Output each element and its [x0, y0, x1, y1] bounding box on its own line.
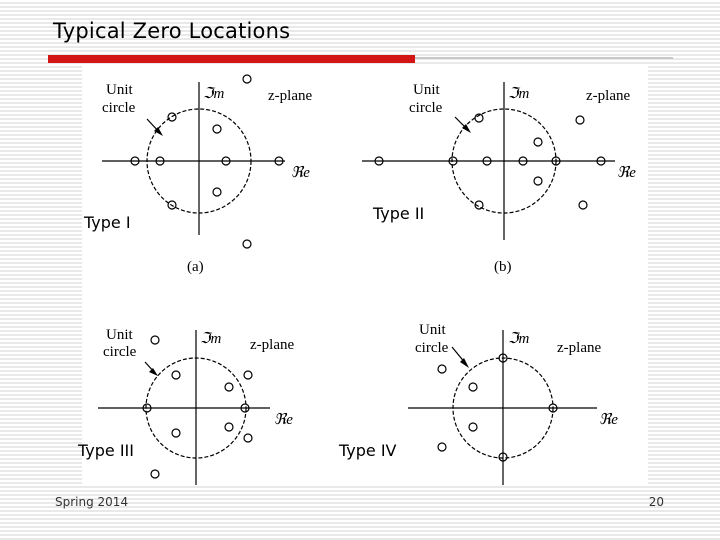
slide-title: Typical Zero Locations [53, 19, 291, 43]
panel-b-circle-label: circle [409, 100, 443, 116]
type-ii-label: Type II [373, 204, 425, 223]
title-accent-bar [48, 55, 415, 63]
title-divider [415, 57, 673, 59]
panel-b-im-label: ℑm [508, 86, 530, 102]
panel-a-circle-label: circle [102, 100, 136, 116]
panel-a-caption: (a) [187, 259, 204, 275]
panel-c-circle-label: circle [103, 344, 137, 360]
type-iii-label: Type III [78, 441, 134, 460]
panel-a-zplane-label: z-plane [268, 88, 313, 104]
panel-c-unit-label: Unit [106, 327, 133, 343]
panel-d-unit-label: Unit [419, 322, 446, 338]
panel-d-zplane-label: z-plane [557, 340, 602, 356]
zero-location-diagram [82, 66, 648, 486]
panel-a-re-label: ℜe [291, 165, 310, 181]
panel-b-unit-label: Unit [413, 82, 440, 98]
panel-b-re-label: ℜe [617, 165, 636, 181]
panel-c-im-label: ℑm [200, 331, 222, 347]
footer-date: Spring 2014 [55, 495, 129, 509]
panel-d-im-label: ℑm [508, 331, 530, 347]
panel-a-unit-label: Unit [106, 82, 133, 98]
type-i-label: Type I [84, 213, 131, 232]
page-number: 20 [648, 495, 664, 509]
panel-d-circle-label: circle [415, 340, 449, 356]
panel-c-re-label: ℜe [274, 412, 293, 428]
panel-b-caption: (b) [494, 259, 512, 275]
panel-d-re-label: ℜe [599, 412, 618, 428]
panel-c-zplane-label: z-plane [250, 337, 295, 353]
zero-location-figure [82, 66, 648, 486]
panel-c-zeros [143, 336, 252, 478]
panel-b-zplane-label: z-plane [586, 88, 631, 104]
panel-a-im-label: ℑm [203, 86, 225, 102]
type-iv-label: Type IV [339, 441, 397, 460]
